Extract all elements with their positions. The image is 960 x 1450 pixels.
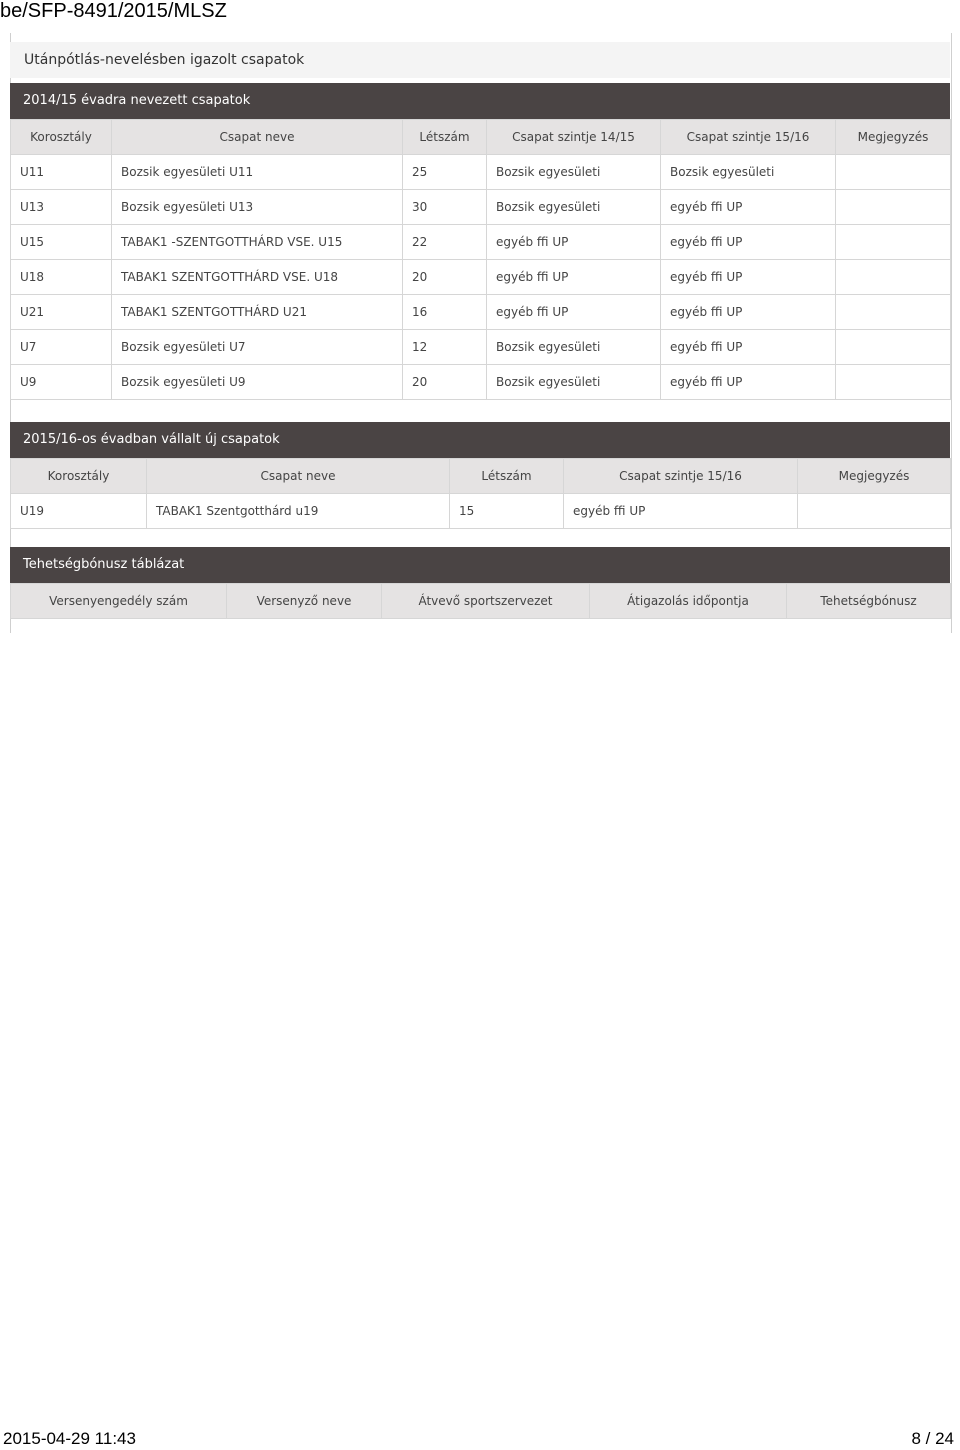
column-header: Megjegyzés [836,120,951,155]
table-row [11,190,951,225]
table-row [11,295,951,330]
talent-bonus-table [10,583,951,619]
table-cell: Bozsik egyesületi [487,365,661,400]
table-cell: Bozsik egyesületi [487,190,661,225]
table-cell: 25 [403,155,487,190]
table-cell [798,494,951,529]
table-cell [836,155,951,190]
section-title-2015-16: 2015/16-os évadban vállalt új csapatok [10,422,950,458]
table-cell: U13 [11,190,112,225]
table-cell: egyéb ffi UP [661,295,836,330]
table-cell: egyéb ffi UP [661,260,836,295]
column-header: Létszám [403,120,487,155]
table-cell: 22 [403,225,487,260]
table-row [11,260,951,295]
table-header-row [11,459,951,494]
section-title-talent-bonus: Tehetségbónusz táblázat [10,547,950,583]
column-header: Megjegyzés [798,459,951,494]
table-cell: TABAK1 SZENTGOTTHÁRD U21 [112,295,403,330]
column-header: Tehetségbónusz [787,584,951,619]
column-header: Csapat neve [147,459,450,494]
page-number: 8 / 24 [911,1429,954,1448]
table-row [11,365,951,400]
table-cell: TABAK1 Szentgotthárd u19 [147,494,450,529]
table-cell: 20 [403,365,487,400]
column-header: Csapat szintje 15/16 [564,459,798,494]
table-cell: Bozsik egyesületi U7 [112,330,403,365]
new-teams-2015-16-table [10,458,951,529]
teams-2014-15-table [10,119,951,400]
table-cell: 30 [403,190,487,225]
table-cell: Bozsik egyesületi [661,155,836,190]
table-cell: Bozsik egyesületi U11 [112,155,403,190]
table-cell: Bozsik egyesületi [487,330,661,365]
table-cell [836,295,951,330]
column-header: Csapat szintje 14/15 [487,120,661,155]
column-header: Létszám [450,459,564,494]
table-cell: egyéb ffi UP [487,260,661,295]
table-cell: Bozsik egyesületi [487,155,661,190]
print-timestamp: 2015-04-29 11:43 [3,1429,136,1448]
table-cell: U19 [11,494,147,529]
table-cell: U9 [11,365,112,400]
column-header: Korosztály [11,459,147,494]
table-cell: egyéb ffi UP [661,365,836,400]
table-cell [836,225,951,260]
table-cell: egyéb ffi UP [564,494,798,529]
table-cell: U21 [11,295,112,330]
table-cell [836,190,951,225]
page-title: Utánpótlás-nevelésben igazolt csapatok [10,42,950,78]
table-cell: U7 [11,330,112,365]
table-cell: TABAK1 SZENTGOTTHÁRD VSE. U18 [112,260,403,295]
table-cell: 15 [450,494,564,529]
table-cell: egyéb ffi UP [661,330,836,365]
table-cell [836,260,951,295]
column-header: Csapat neve [112,120,403,155]
table-cell: 16 [403,295,487,330]
column-header: Versenyengedély szám [11,584,227,619]
table-header-row [11,584,951,619]
table-cell: 12 [403,330,487,365]
table-cell: Bozsik egyesületi U13 [112,190,403,225]
table-row [11,330,951,365]
column-header: Átvevő sportszervezet [382,584,590,619]
table-row [11,225,951,260]
table-cell: TABAK1 -SZENTGOTTHÁRD VSE. U15 [112,225,403,260]
column-header: Átigazolás időpontja [590,584,787,619]
table-cell: egyéb ffi UP [661,190,836,225]
document-id: be/SFP-8491/2015/MLSZ [0,0,227,22]
table-cell: egyéb ffi UP [661,225,836,260]
section-title-2014-15: 2014/15 évadra nevezett csapatok [10,83,950,119]
table-cell [836,365,951,400]
table-cell: U15 [11,225,112,260]
table-cell [836,330,951,365]
column-header: Korosztály [11,120,112,155]
column-header: Csapat szintje 15/16 [661,120,836,155]
table-cell: egyéb ffi UP [487,295,661,330]
table-cell: 20 [403,260,487,295]
table-cell: U18 [11,260,112,295]
table-cell: Bozsik egyesületi U9 [112,365,403,400]
table-cell: egyéb ffi UP [487,225,661,260]
table-cell: U11 [11,155,112,190]
table-header-row [11,120,951,155]
column-header: Versenyző neve [227,584,382,619]
table-row [11,155,951,190]
table-row [11,494,951,529]
